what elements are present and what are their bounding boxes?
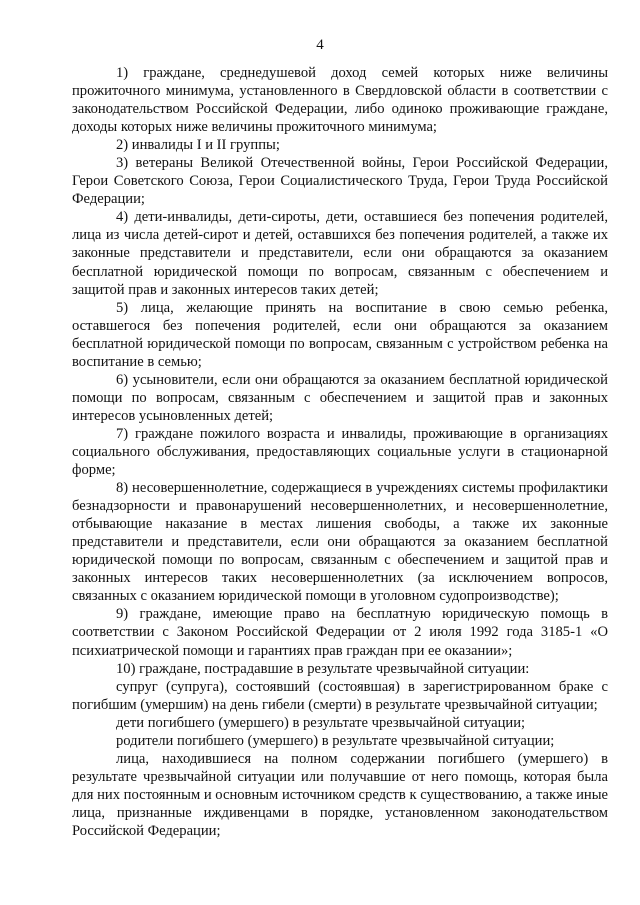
paragraph-item-3: 3) ветераны Великой Отечественной войны, Герои Российской Федерации, Герои Советского Союза, Герои Социалистического Труда, Герои Труда Российской Федерации; <box>72 155 608 208</box>
paragraph-item-1: 1) граждане, среднедушевой доход семей которых ниже величины прожиточного минимума, установленного в Свердловской области в соответствии с законодательством Российской Федерации, либо одиноко проживающие граждане, доходы которых ниже величины прожиточного минимума; <box>72 65 608 136</box>
subparagraph-parents: родители погибшего (умершего) в результате чрезвычайной ситуации; <box>116 732 555 749</box>
paragraph-item-8: 8) несовершеннолетние, содержащиеся в учреждениях системы профилактики безнадзорности и правонарушений несовершеннолетних, и несовершеннолетние, отбывающие наказание в местах лишения свободы, а также их законные представители и представители, если они обращаются за оказанием бесплатной юридической помощи по вопросам, связанным с обеспечением и защитой прав и законных интересов таких несовершеннолетних (за исключением вопросов, связанных с оказанием юридической помощи в уголовном судопроизводстве); <box>72 480 608 605</box>
page-number: 4 <box>316 37 324 53</box>
paragraph-item-9: 9) граждане, имеющие право на бесплатную юридическую помощь в соответствии с Законом Российской Федерации от 2 июля 1992 года 3185-1 «О психиатрической помощи и гарантиях прав граждан при ее оказании»; <box>72 606 608 659</box>
paragraph-item-4: 4) дети-инвалиды, дети-сироты, дети, оставшиеся без попечения родителей, лица из числа детей-сирот и детей, оставшихся без попечения родителей, а также их законные представители и представители, если они обращаются за оказанием бесплатной юридической помощи по вопросам, связанным с обеспечением и защитой прав и законных интересов таких детей; <box>72 209 608 298</box>
subparagraph-children: дети погибшего (умершего) в результате чрезвычайной ситуации; <box>116 714 526 731</box>
paragraph-item-6: 6) усыновители, если они обращаются за оказанием бесплатной юридической помощи по вопросам, связанным с обеспечением и защитой прав и законных интересов усыновленных детей; <box>72 371 608 424</box>
document-body <box>72 64 608 840</box>
paragraph-item-5: 5) лица, желающие принять на воспитание в свою семью ребенка, оставшегося без попечения родителей, если они обращаются за оказанием бесплатной юридической помощи по вопросам, связанным с устройством ребенка на воспитание в семью; <box>72 299 608 370</box>
paragraph-item-7: 7) граждане пожилого возраста и инвалиды, проживающие в организациях социального обслуживания, предоставляющих социальные услуги в стационарной форме; <box>72 425 608 479</box>
paragraph-item-2: 2) инвалиды I и II группы; <box>116 137 280 154</box>
paragraph-item-10: 10) граждане, пострадавшие в результате чрезвычайной ситуации: <box>116 660 530 677</box>
subparagraph-dependents: лица, находившиеся на полном содержании погибшего (умершего) в результате чрезвычайной ситуации или получавшие от него помощь, которая была для них постоянным и основным источником средств к существованию, а также иные лица, признанные иждивенцами в порядке, установленном законодательством Российской Федерации; <box>72 750 608 839</box>
subparagraph-spouse: супруг (супруга), состоявший (состоявшая) в зарегистрированном браке с погибшим (умершим) на день гибели (смерти) в результате чрезвычайной ситуации; <box>72 678 608 713</box>
